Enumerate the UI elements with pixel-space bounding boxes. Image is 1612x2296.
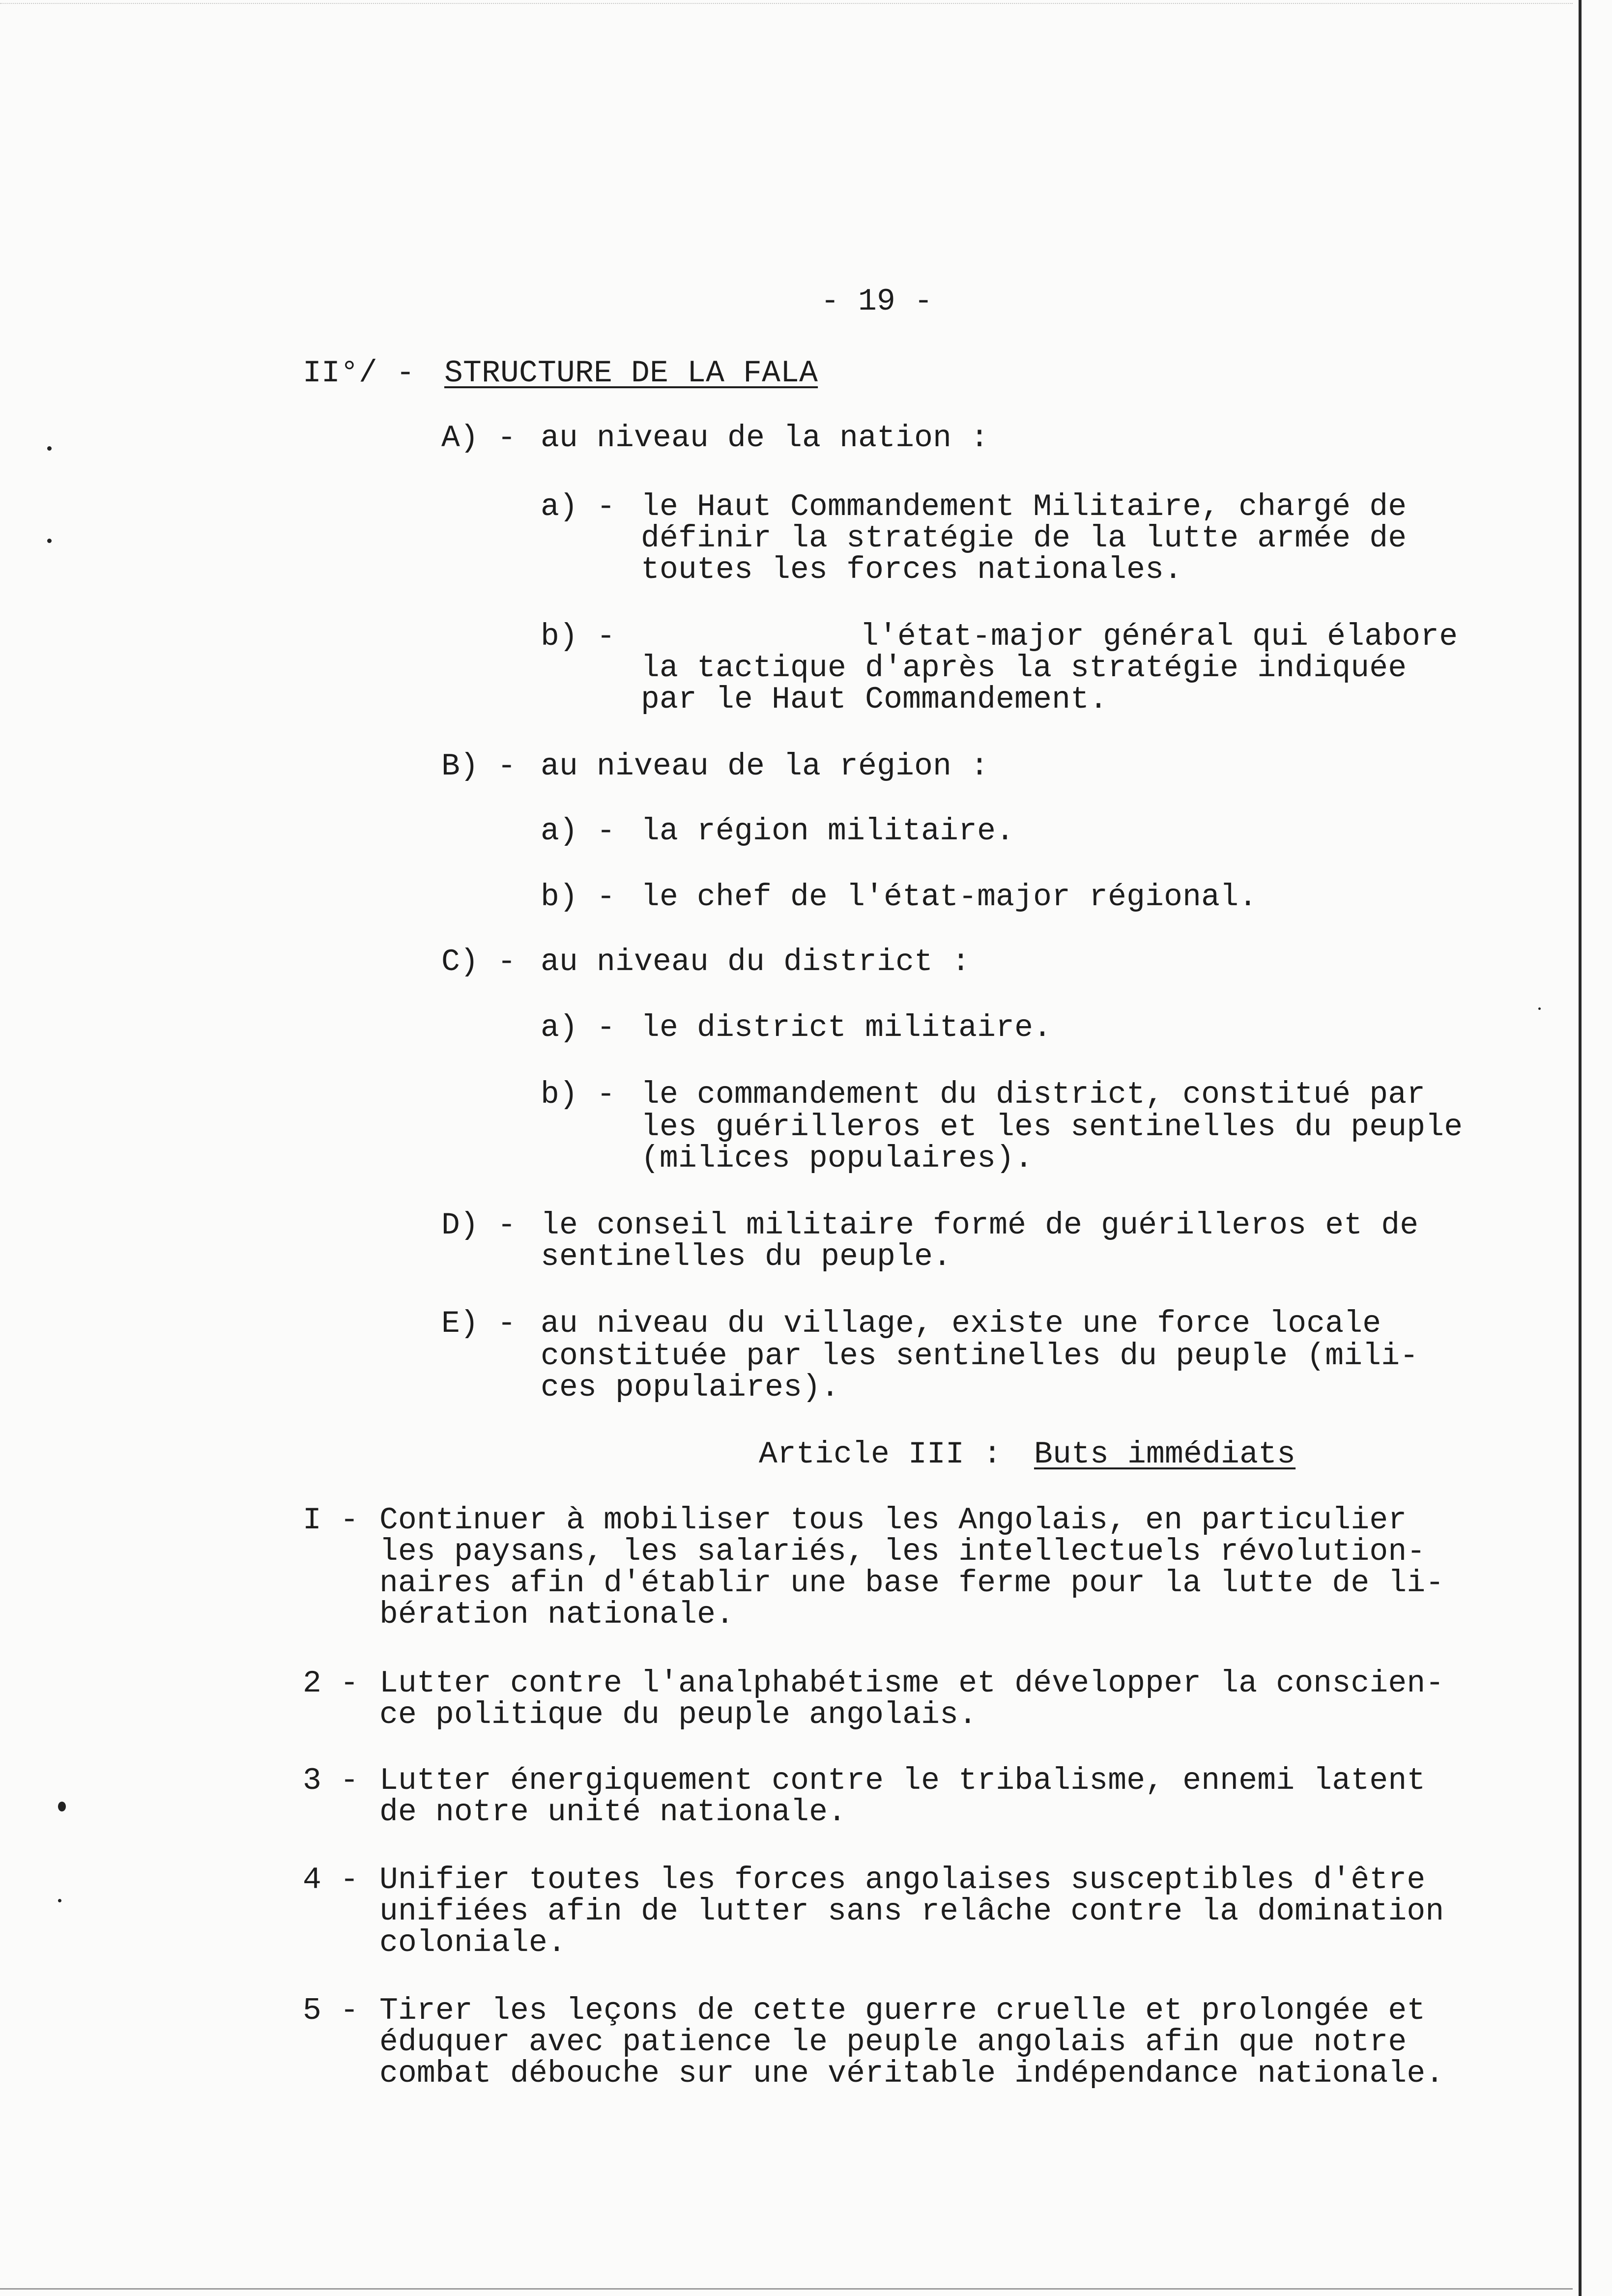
- goal-line: Lutter contre l'analphabétisme et développer la conscien-: [379, 1666, 1444, 1701]
- goal-number: 5 -: [303, 1993, 359, 2028]
- scan-speck: [58, 1899, 61, 1902]
- scan-speck: [47, 446, 52, 451]
- scan-speck: [1538, 1007, 1541, 1010]
- item-e-line: ces populaires).: [541, 1370, 840, 1405]
- item-e-label: E) -: [441, 1306, 517, 1341]
- item-a-a-label: a) -: [541, 489, 616, 524]
- item-b-b-label: b) -: [541, 880, 616, 915]
- item-c-a-label: a) -: [541, 1010, 616, 1045]
- goal-line: de notre unité nationale.: [379, 1795, 847, 1830]
- goal-line: unifiées afin de lutter sans relâche contre la domination: [379, 1894, 1444, 1929]
- scan-top-edge: [0, 3, 1573, 4]
- goal-line: bération nationale.: [379, 1597, 735, 1632]
- item-d-label: D) -: [441, 1208, 517, 1243]
- article-prefix: Article III :: [759, 1437, 1002, 1472]
- goal-number: 3 -: [303, 1763, 359, 1798]
- goal-line: naires afin d'établir une base ferme pour la lutte de li-: [379, 1566, 1444, 1601]
- item-a-b-line: par le Haut Commandement.: [641, 682, 1108, 717]
- item-a-b-label: b) -: [541, 619, 616, 654]
- page-number: - 19 -: [821, 284, 933, 319]
- item-a-b-line: la tactique d'après la stratégie indiquée: [641, 651, 1407, 686]
- scan-bottom-edge: [0, 2288, 1573, 2290]
- section-title: STRUCTURE DE LA FALA: [444, 356, 818, 391]
- goal-line: Unifier toutes les forces angolaises susceptibles d'être: [379, 1863, 1426, 1897]
- item-c-b-line: le commandement du district, constitué par: [641, 1077, 1426, 1112]
- item-c-b-label: b) -: [541, 1077, 616, 1112]
- goal-number: I -: [303, 1503, 359, 1538]
- item-a-text: au niveau de la nation :: [541, 421, 989, 456]
- goal-line: Lutter énergiquement contre le tribalisme, ennemi latent: [379, 1763, 1426, 1798]
- item-a-b-line: l'état-major général qui élabore: [860, 619, 1458, 654]
- section-number: II°/ -: [303, 356, 415, 391]
- item-e-line: au niveau du village, existe une force locale: [541, 1306, 1382, 1341]
- item-b-a-label: a) -: [541, 814, 616, 849]
- goal-line: ce politique du peuple angolais.: [379, 1697, 978, 1732]
- item-c-b-line: (milices populaires).: [641, 1141, 1034, 1176]
- goal-number: 2 -: [303, 1666, 359, 1701]
- item-a-a-line: le Haut Commandement Militaire, chargé de: [641, 489, 1407, 524]
- scan-speck: [47, 539, 52, 543]
- item-d-line: le conseil militaire formé de guérilleros et de: [541, 1208, 1419, 1243]
- item-a-label: A) -: [441, 421, 517, 456]
- item-a-a-line: définir la stratégie de la lutte armée de: [641, 521, 1407, 556]
- item-a-a-line: toutes les forces nationales.: [641, 552, 1183, 587]
- goal-number: 4 -: [303, 1863, 359, 1897]
- goal-line: Continuer à mobiliser tous les Angolais, en particulier: [379, 1503, 1407, 1538]
- item-c-a-text: le district militaire.: [641, 1010, 1052, 1045]
- item-c-text: au niveau du district :: [541, 945, 971, 979]
- item-b-b-text: le chef de l'état-major régional.: [641, 880, 1258, 915]
- scan-speck: [58, 1802, 66, 1811]
- item-e-line: constituée par les sentinelles du peuple (mili-: [541, 1339, 1419, 1374]
- item-d-line: sentinelles du peuple.: [541, 1239, 952, 1274]
- goal-line: Tirer les leçons de cette guerre cruelle et prolongée et: [379, 1993, 1426, 2028]
- item-c-b-line: les guérilleros et les sentinelles du peuple: [641, 1110, 1463, 1145]
- goal-line: éduquer avec patience le peuple angolais afin que notre: [379, 2025, 1407, 2060]
- goal-line: coloniale.: [379, 1925, 567, 1960]
- goal-line: les paysans, les salariés, les intellectuels révolution-: [379, 1534, 1426, 1569]
- item-b-text: au niveau de la région :: [541, 749, 989, 784]
- item-b-a-text: la région militaire.: [641, 814, 1015, 849]
- goal-line: combat débouche sur une véritable indépendance nationale.: [379, 2056, 1444, 2091]
- scan-right-edge: [1579, 0, 1582, 2296]
- item-b-label: B) -: [441, 749, 517, 784]
- item-c-label: C) -: [441, 945, 517, 979]
- article-title: Buts immédiats: [1034, 1437, 1296, 1472]
